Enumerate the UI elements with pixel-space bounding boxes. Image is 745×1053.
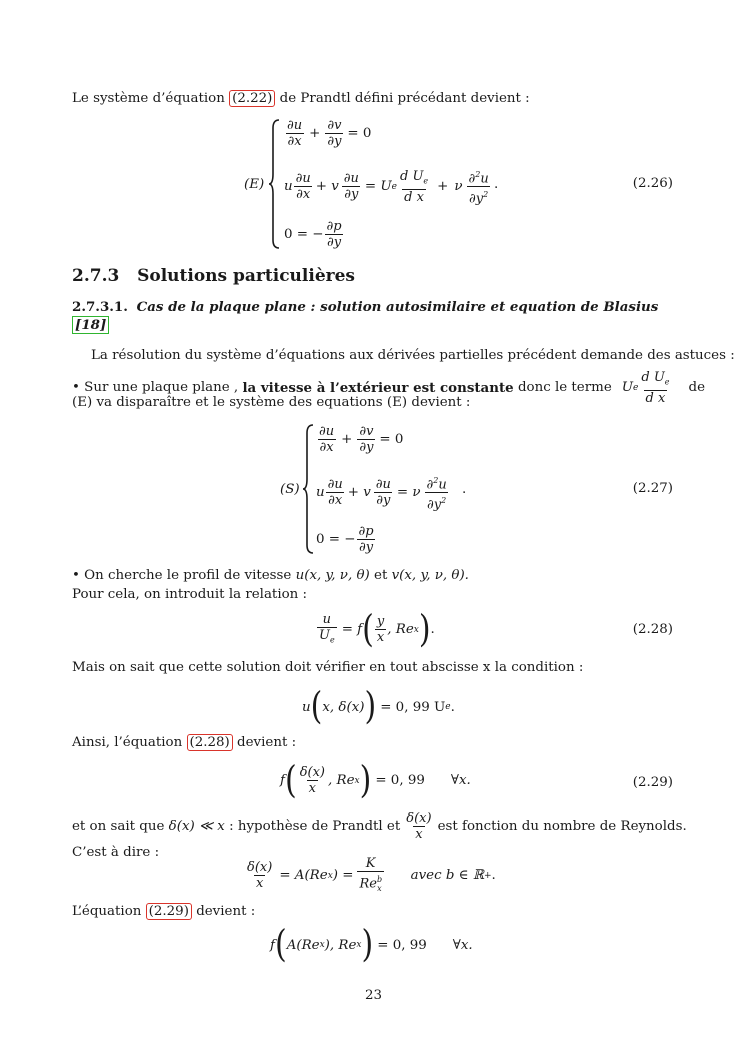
equation-number: (2.29) — [632, 775, 673, 790]
bold-text: la vitesse à l’extérieur est constante — [242, 379, 514, 396]
page-number: 23 — [365, 988, 383, 1003]
fraction: $\frac{\partial u}{\partial x}$ — [327, 477, 343, 509]
eq-line: u $\frac{\partial u}{\partial x}$ + v $\frac{\partial u}{\partial y}$ = ν $\frac{\partial^2u}{\partial y^2}$ — [316, 473, 450, 513]
equation-number: (2.28) — [632, 622, 673, 637]
section-number: 2.7.3 — [72, 266, 120, 286]
fraction: $\frac{d U_e}{\text{d x}}$ — [641, 370, 670, 406]
system-brace — [302, 423, 316, 555]
paragraph-line: C’est à dire : — [72, 845, 160, 860]
eq-line: 0 = − $\frac{\partial p}{\partial y}$ — [284, 219, 342, 250]
fraction: $\frac{u}{U_e}$ — [317, 612, 337, 648]
fraction: $\frac{\partial v}{\partial y}$ — [327, 118, 342, 149]
eq-ref-link[interactable]: (2.22) — [229, 90, 275, 107]
citation-link[interactable]: [18] — [72, 316, 109, 334]
eq-line: $\frac{\partial u}{\partial x}$ + $\frac{\partial v}{\partial y}$ = 0 — [287, 118, 372, 149]
intro-text-after: de Prandtl défini précédant devient : — [279, 91, 530, 106]
fraction: $\frac{\delta(x)}{x}$ — [299, 765, 325, 796]
paragraph-bullet: • Sur une plaque plane , la vitesse à l’extérieur est constante donc le terme U e $\frac{d U_e}{\text{d x}}$ de — [72, 370, 706, 406]
fraction: $\frac{\partial u}{\partial y}$ — [375, 477, 391, 509]
fraction: $\frac{y}{x}$ — [376, 614, 385, 646]
eq-line: 0 = − $\frac{\partial p}{\partial y}$ — [316, 524, 374, 555]
fraction: $\frac{\partial p}{\partial y}$ — [358, 524, 374, 555]
system-brace — [268, 118, 282, 250]
subsection-number: 2.7.3.1. — [72, 299, 128, 315]
paragraph-line: (E) va disparaître et le système des equations (E) devient : — [72, 395, 471, 410]
equation-condition: u ( x, δ(x) ) = 0, 99 U e . — [302, 684, 455, 729]
equation-2-29: f ( $\frac{\delta(x)}{x}$ , Re x ) = 0, 99 ∀x. — [280, 758, 471, 802]
eq-ref-link[interactable]: (2.28) — [187, 734, 233, 751]
fraction: $\frac{\partial v}{\partial y}$ — [359, 424, 374, 455]
fraction: $\frac{\partial u}{\partial y}$ — [343, 171, 359, 203]
eq-period: . — [494, 177, 499, 192]
system-label: (S) — [280, 482, 300, 497]
subsection-heading — [72, 298, 674, 334]
equation-number: (2.26) — [632, 176, 673, 191]
fraction: $\frac{\partial u}{\partial x}$ — [287, 118, 303, 149]
paragraph: et on sait que δ(x) ≪ x : hypothèse de Prandtl et $\frac{\delta(x)}{x}$ est fonction du nombre de Reynolds. — [72, 811, 687, 842]
equation-a-re: $\frac{\delta(x)}{x}$ = A(Re x ) = $\frac{K}{Re^b_x}$ avec b ∈ ℝ + . — [244, 856, 496, 896]
paragraph: La résolution du système d’équations aux dérivées partielles précédent demande des astuces : — [91, 348, 735, 363]
eq-period: . — [462, 482, 467, 497]
eq-line: u $\frac{\partial u}{\partial x}$ + v $\frac{\partial u}{\partial y}$ = U e $\frac{d U_e}{\text{d x}}$ + ν $\frac{\partial^2u}{\partial y^2}$ — [284, 167, 492, 207]
paragraph: Ainsi, l’équation (2.28) devient : — [72, 735, 297, 750]
equation-final: f ( A(Re x ), Re x ) = 0, 99 ∀x. — [270, 922, 473, 967]
fraction: $\frac{\partial u}{\partial x}$ — [319, 424, 335, 455]
fraction: $\frac{\partial p}{\partial y}$ — [326, 219, 342, 250]
eq-line: $\frac{\partial u}{\partial x}$ + $\frac{\partial v}{\partial y}$ = 0 — [319, 424, 404, 455]
fraction: $\frac{\partial^2u}{\partial y^2}$ — [426, 476, 447, 513]
paragraph-bullet: • On cherche le profil de vitesse u(x, y, ν, θ) et v(x, y, ν, θ). — [72, 568, 469, 583]
fraction: $\frac{\partial^2u}{\partial y^2}$ — [468, 170, 489, 207]
subsection-title: Cas de la plaque plane : solution autosimilaire et equation de Blasius — [136, 299, 659, 315]
section-heading — [72, 266, 355, 286]
paragraph: Mais on sait que cette solution doit vérifier en tout abscisse x la condition : — [72, 660, 584, 675]
fraction: $\frac{\delta(x)}{x}$ — [247, 860, 273, 892]
fraction: $\frac{\delta(x)}{x}$ — [406, 811, 432, 842]
intro-line — [72, 90, 530, 108]
eq-ref-link[interactable]: (2.29) — [146, 903, 192, 920]
paragraph-line: Pour cela, on introduit la relation : — [72, 587, 308, 602]
section-title: Solutions particulières — [137, 266, 355, 286]
fraction: $\frac{K}{Re^b_x}$ — [357, 856, 383, 896]
intro-text: Le système d’équation — [72, 91, 225, 106]
paragraph: L’équation (2.29) devient : — [72, 904, 256, 919]
equation-2-28: $\frac{u}{U_e}$ = f ( $\frac{y}{x}$ , Re x ) . — [319, 607, 435, 652]
fraction: $\frac{\partial u}{\partial x}$ — [295, 171, 311, 203]
equation-number: (2.27) — [632, 481, 673, 496]
fraction: $\frac{d U_e}{\text{d x}}$ — [399, 169, 429, 205]
system-label: (E) — [244, 177, 265, 192]
